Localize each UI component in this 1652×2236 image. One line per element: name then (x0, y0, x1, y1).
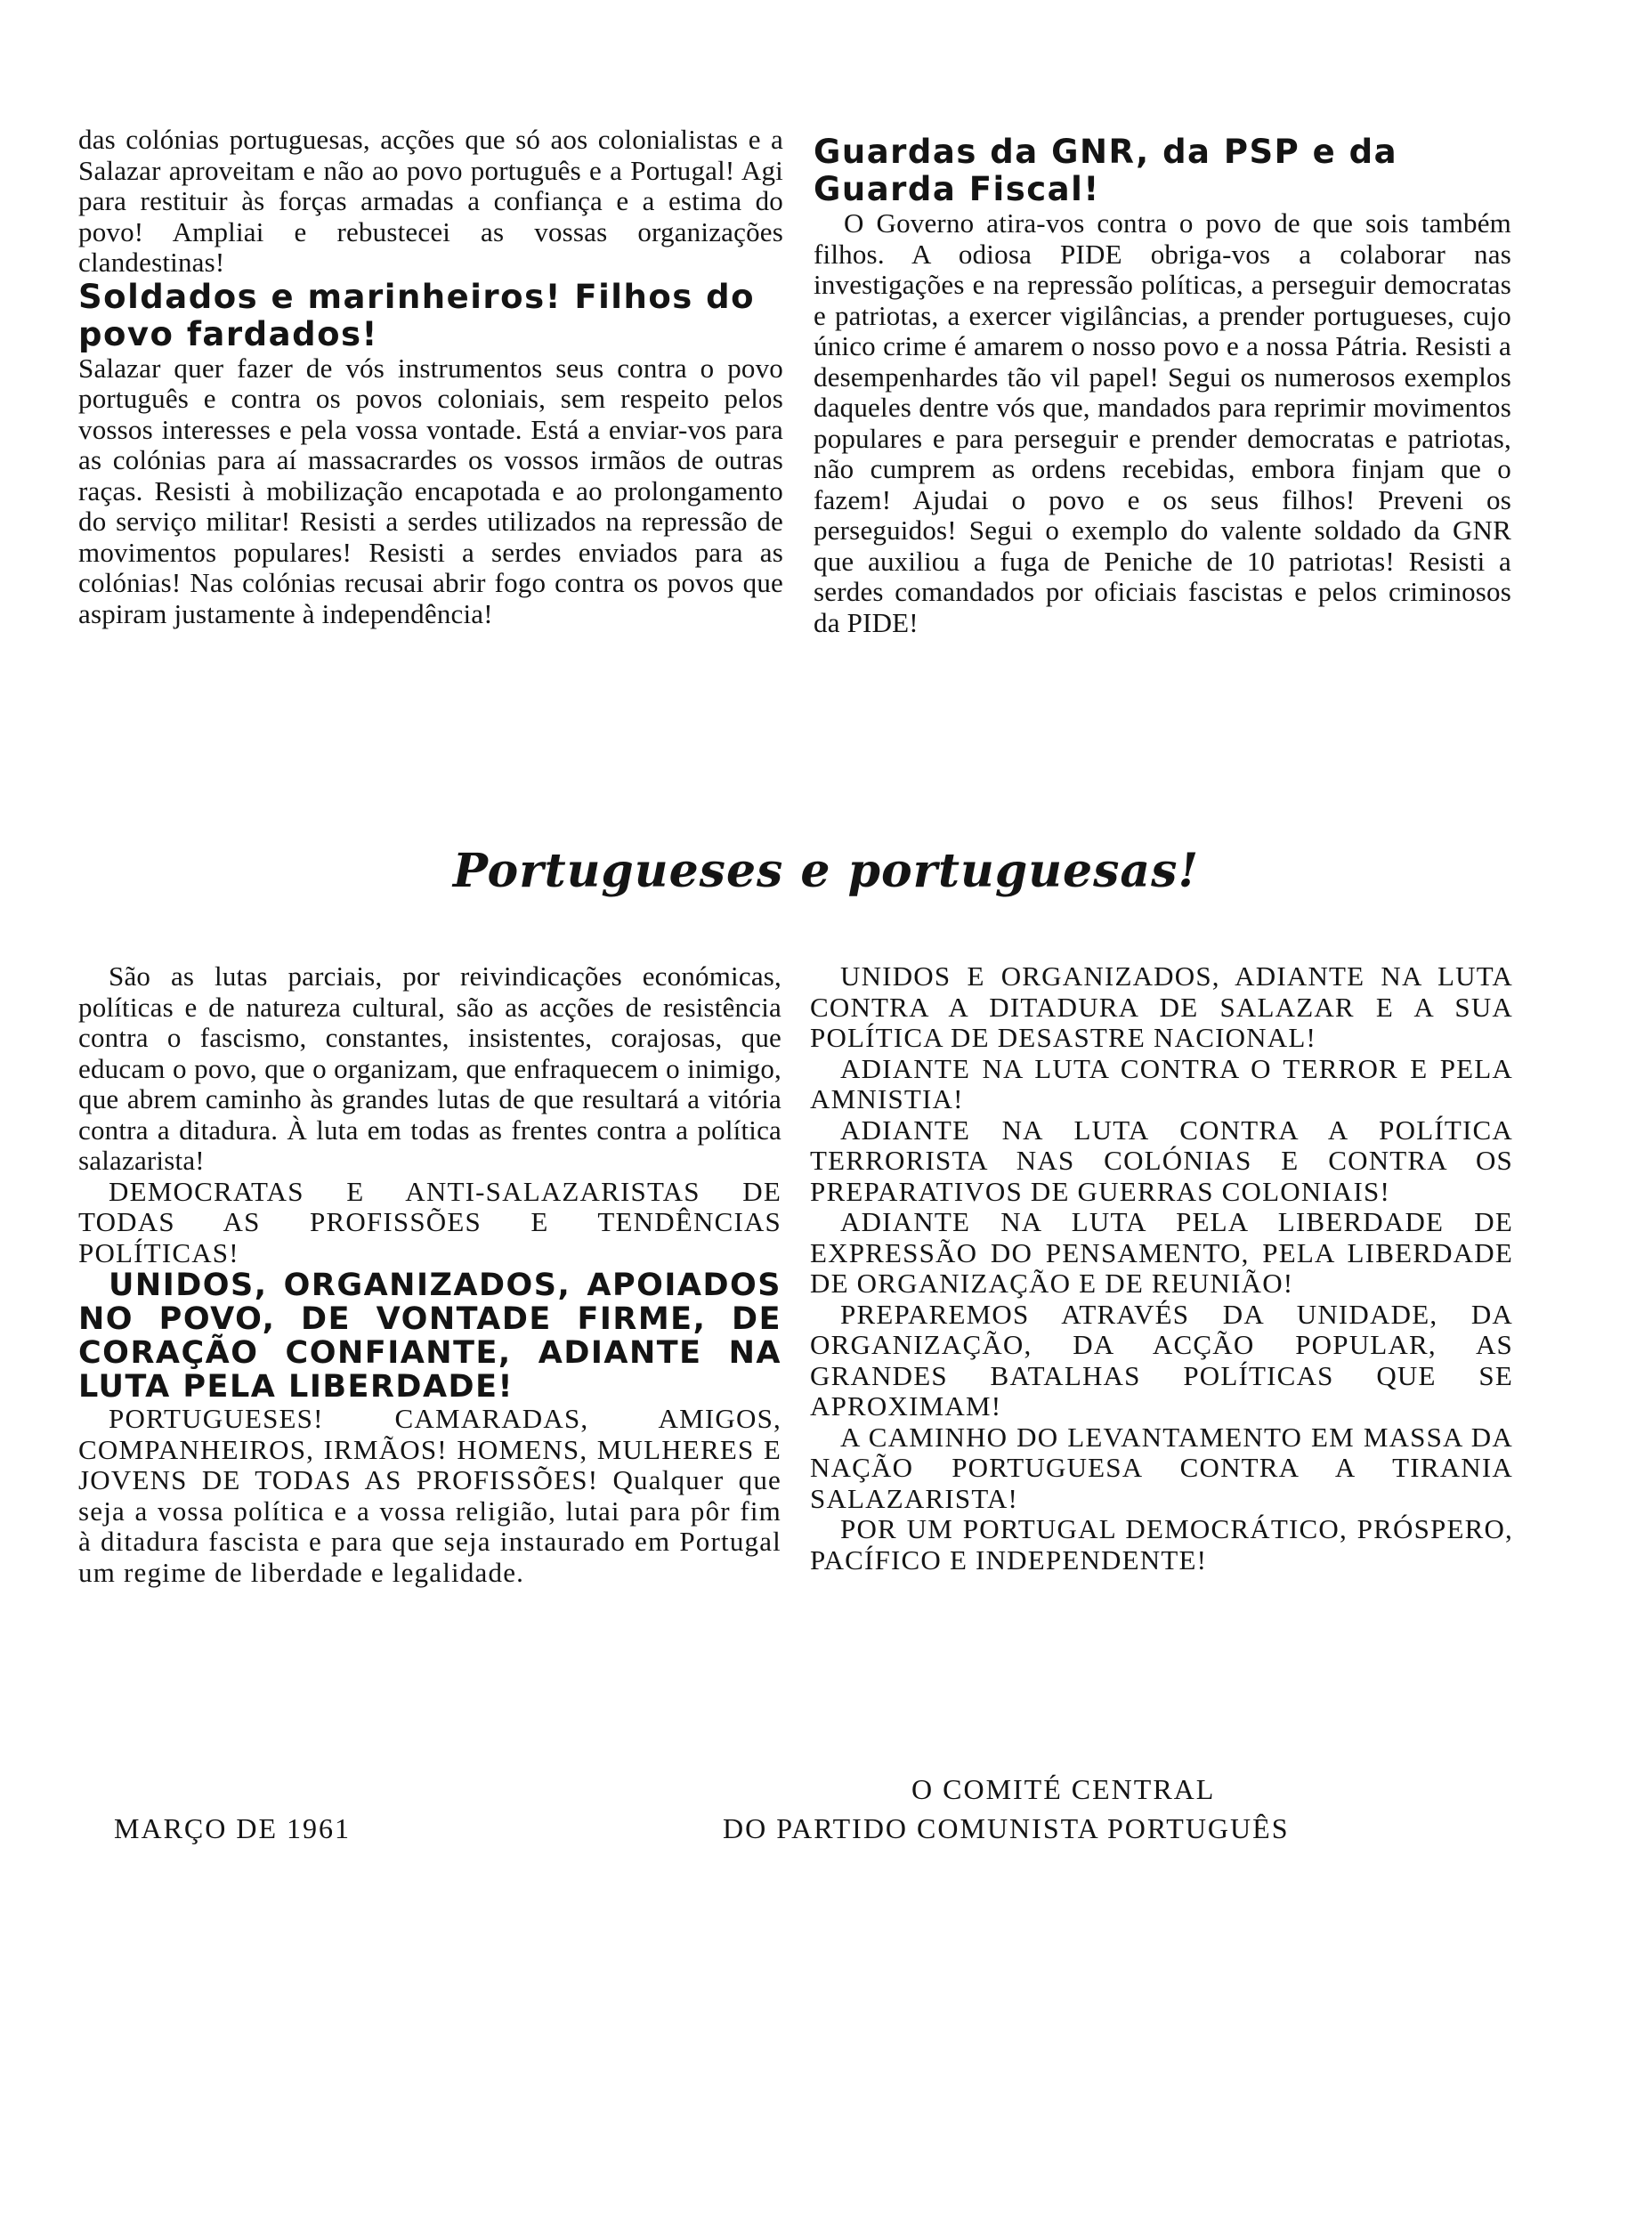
signature-line-1: O COMITÉ CENTRAL (911, 1773, 1216, 1805)
paragraph-colonias: das colónias portuguesas, acções que só aos colonialistas e a Salazar aproveitam e não ao povo português e a Portugal! Agi para restituir às forças armadas a confiança e a estima do povo! Ampliai e rebustecei as vossas organizações clandestinas! (78, 124, 783, 278)
top-right-column (814, 134, 1511, 638)
slogan-terror-amnistia: ADIANTE NA LUTA CONTRA O TERROR E PELA AMNISTIA! (810, 1052, 1513, 1114)
slogan-levantamento: A CAMINHO DO LEVANTAMENTO EM MASSA DA NAÇÃO PORTUGUESA CONTRA A TIRANIA SALAZARISTA! (810, 1421, 1513, 1514)
paragraph-democratas: DEMOCRATAS E ANTI-SALAZARISTAS DE TODAS AS PROFISSÕES E TENDÊNCIAS POLÍTICAS! (78, 1175, 781, 1268)
slogan-preparemos: PREPAREMOS ATRAVÉS DA UNIDADE, DA ORGANIZAÇÃO, DA ACÇÃO POPULAR, AS GRANDES BATALHAS POLÍTICAS QUE SE APROXIMAM! (810, 1298, 1513, 1422)
slogan-liberdade-expressao: ADIANTE NA LUTA PELA LIBERDADE DE EXPRESSÃO DO PENSAMENTO, PELA LIBERDADE DE ORGANIZAÇÃO E DE REUNIÃO! (810, 1206, 1513, 1299)
footer-date: MARÇO DE 1961 (114, 1812, 352, 1844)
heading-soldados-marinheiros: Soldados e marinheiros! Filhos do povo fardados! (78, 277, 756, 353)
slogan-unidos-adiante: UNIDOS E ORGANIZADOS, ADIANTE NA LUTA CONTRA A DITADURA DE SALAZAR E A SUA POLÍTICA DE DESASTRE NACIONAL! (810, 960, 1513, 1053)
bottom-left-column (78, 961, 781, 1588)
paragraph-portugueses-camaradas: PORTUGUESES! CAMARADAS, AMIGOS, COMPANHEIROS, IRMÃOS! HOMENS, MULHERES E JOVENS DE TODAS AS PROFISSÕES! Qualquer que seja a vossa política e a vossa religião, lutai para pôr fim à ditadura fascista e para que seja instaurado em Portugal um regime de liberdade e legalidade. (78, 1403, 781, 1588)
paragraph-lutas-parciais: São as lutas parciais, por reivindicações económicas, políticas e de natureza cultural, são as acções de resistência contra o fascismo, constantes, insistentes, corajosas, que educam o povo, que o organizam, que enfraquecem o inimigo, que abrem caminho às grandes lutas de que resultará a vitória contra a ditadura. À luta em todas as frentes contra a política salazarista! (78, 960, 781, 1176)
top-left-column (78, 125, 783, 629)
slogan-unidos-organizados: UNIDOS, ORGANIZADOS, APOIADOS NO POVO, DE VONTADE FIRME, DE CORAÇÃO CONFIANTE, ADIANTE NA LUTA PELA LIBERDADE! (78, 1268, 781, 1405)
paragraph-governo: O Governo atira-vos contra o povo de que sois também filhos. A odiosa PIDE obriga-vos a colaborar nas investigações e na repressão políticas, a perseguir democratas e patriotas, a exercer vigilâncias, a prender portugueses, cujo único crime é amarem o nosso povo e a nossa Pátria. Resisti a desempenhardes tão vil papel! Segui os numerosos exemplos daqueles dentre vós que, mandados para reprimir movimentos populares e para perseguir e prender democratas e patriotas, não cumprem as ordens recebidas, embora finjam que o fazem! Ajudai o povo e os seus filhos! Preveni os perseguidos! Segui o exemplo do valente soldado da GNR que auxiliou a fuga de Peniche de 10 patriotas! Resisti a serdes comandados por oficiais fascistas e pelos criminosos da PIDE! (814, 207, 1511, 638)
signature-line-2: DO PARTIDO COMUNISTA PORTUGUÊS (723, 1812, 1290, 1844)
section-title-portugueses: Portugueses e portuguesas! (452, 844, 1200, 898)
bottom-right-column (810, 961, 1513, 1576)
slogan-politica-terrorista: ADIANTE NA LUTA CONTRA A POLÍTICA TERRORISTA NAS COLÓNIAS E CONTRA OS PREPARATIVOS DE GUERRAS COLONIAIS! (810, 1114, 1513, 1207)
slogan-portugal-democratico: POR UM PORTUGAL DEMOCRÁTICO, PRÓSPERO, PACÍFICO E INDEPENDENTE! (810, 1513, 1513, 1576)
heading-guardas-gnr-psp: Guardas da GNR, da PSP e da Guarda Fiscal! (814, 133, 1398, 208)
paragraph-salazar: Salazar quer fazer de vós instrumentos seus contra o povo português e contra os povos coloniais, sem respeito pelos vossos interesses e pela vossa vontade. Está a enviar-vos para as colónias para aí massacrardes os vossos irmãos de outras raças. Resisti à mobilização encapotada e ao prolongamento do serviço militar! Resisti a serdes utilizados na repressão de movimentos populares! Resisti a serdes enviados para as colónias! Nas colónias recusai abrir fogo contra os povos que aspiram justamente à independência! (78, 352, 783, 629)
